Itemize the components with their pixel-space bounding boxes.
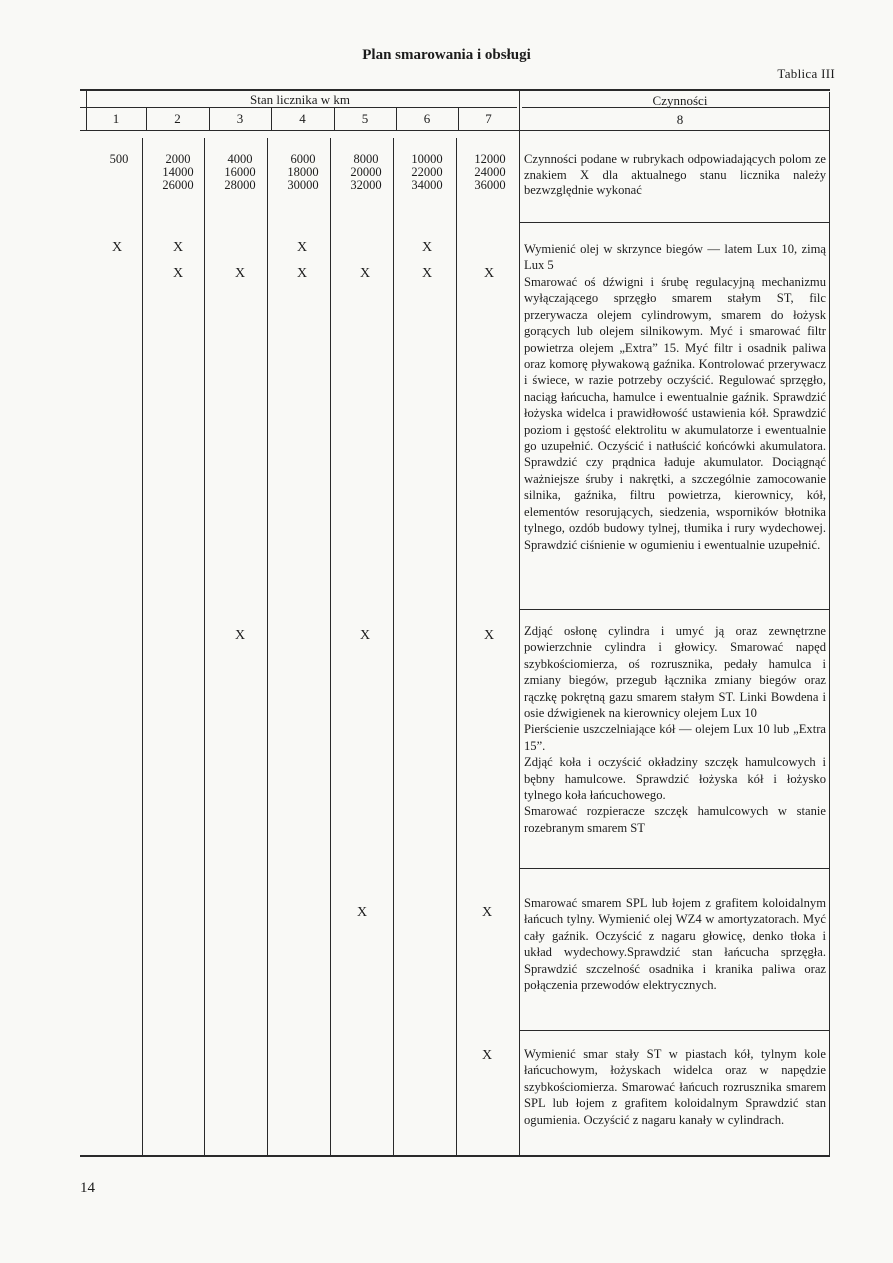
column-header-6: 6 [423,111,431,126]
column-rule-3-4 [267,138,268,1155]
task-service-hubs: Wymienić smar stały ST w piastach kół, tylnym kole łańcuchowym, łożyskach widelca oraz w napędzie szybkościomierza. Smarować łańcuch rozrusznika smarem SPL lub łojem z grafitem koloidalnym Sprawdzić stan ogumienia. Oczyścić z nagaru kanały w cylindrach. [524,1047,826,1127]
x-mark: X [359,628,371,643]
column-rule-4-5 [330,138,331,1155]
x-mark: X [481,1048,493,1063]
column-rule-1-2 [142,138,143,1155]
column-rule-7-8 [519,89,520,1155]
column-header-5: 5 [361,111,369,126]
mileage-col-7: 12000 24000 36000 [474,152,506,192]
task-service-chain: Smarować smarem SPL lub łojem z grafitem koloidalnym łańcuch tylny. Wymienić olej WZ4 w amortyzatorach. Myć cały gaźnik. Oczyścić z nagaru głowicę, denko tłoka i układ wydechowy.Sprawdzić stan łańcucha sprzęgła. Sprawdzić szczelność osadnika i kranika paliwa oraz połączenia przewodów elektrycznych. [524,896,826,993]
x-mark: X [111,240,123,255]
header-activities-group: Czynności [652,93,708,108]
x-mark: X [421,240,433,255]
x-mark: X [483,266,495,281]
mileage-note: Czynności podane w rubrykach odpowiadających polom ze znakiem X dla aktualnego stanu licznika należy bezwzględnie wykonać [524,152,826,197]
x-mark: X [296,266,308,281]
page-title: Plan smarowania i obsługi [362,47,531,63]
column-header-3: 3 [236,111,244,126]
task-service-cylinder: Zdjąć osłonę cylindra i umyć ją oraz zewnętrzne powierzchnie cylindra i głowicy. Smarować napęd szybkościomierza, oś rozrusznika, pedały hamulca i zmiany biegów, przegub łącznika zmiany biegów oraz rączkę pokrętną gazu smarem stałym ST. Linki Bowdena i osie dźwigienek na kierownicy olejem Lux 10 Pierścienie uszczelniające kół — olejem Lux 10 lub „Extra 15”. Zdjąć koła i oczyścić okładziny szczęk hamulcowych i bębny hamulcowe. Sprawdzić łożyska kół i łożysko tylnego koła łańcuchowego. Smarować rozpieracze szczęk hamulcowych w stanie rozebranym smarem ST [524,624,826,835]
column-rule-6-7 [456,138,457,1155]
x-mark: X [356,905,368,920]
x-mark: X [483,628,495,643]
mileage-col-4: 6000 18000 30000 [287,152,319,192]
column-header-1: 1 [112,111,120,126]
description-separator [519,222,830,223]
column-rule-5-6 [393,138,394,1155]
table-label: Tablica III [777,66,835,81]
x-mark: X [234,628,246,643]
x-mark: X [234,266,246,281]
mileage-col-2: 2000 14000 26000 [162,152,194,192]
column-header-8: 8 [676,112,684,127]
x-mark: X [296,240,308,255]
mileage-col-1: 500 [109,152,129,166]
table-right-border [829,92,830,1155]
column-header-4: 4 [299,111,306,126]
page-number: 14 [80,1180,95,1196]
description-separator [519,1030,830,1031]
x-mark: X [421,266,433,281]
x-mark: X [359,266,371,281]
description-separator [519,868,830,869]
x-mark: X [172,266,184,281]
x-mark: X [172,240,184,255]
description-separator [519,609,830,610]
column-header-7: 7 [485,111,492,126]
header-mileage-group: Stan licznika w km [249,92,350,107]
column-rule-2-3 [204,138,205,1155]
table-top-rule [80,89,830,91]
mileage-col-3: 4000 16000 28000 [224,152,256,192]
mileage-col-6: 10000 22000 34000 [411,152,443,192]
mileage-col-5: 8000 20000 32000 [350,152,382,192]
task-service-general: Smarować oś dźwigni i śrubę regulacyjną mechanizmu wyłączającego sprzęgło smarem stałym ST, filc przerywacza olejem cylindrowym, smarem do łożysk gorących lub olejem silnikowym. Myć i smarować filtr powietrza olejem „Extra” 15. Myć filtr i osadnik paliwa oraz komorę pływakową gaźnika. Kontrolować przerywacz i świece, w razie potrzeby oczyścić. Regulować sprzęgło, naciąg łańcucha, hamulce i ewentualnie gaźnik. Sprawdzić łożyska widelca i prawidłowość ustawienia kół. Sprawdzić poziom i gęstość elektrolitu w akumulatorze i ewentualnie go uzupełnić. Oczyścić i natłuścić końcówki akumulatora. Sprawdzić czy prądnica ładuje akumulator. Dociągnąć ważniejsze śruby i nakrętki, a szczególnie zamocowanie silnika, gaźnika, filtru powietrza, kierownicy, kół, elementów resorujących, siedzenia, wsporników błotnika tylnego, ozdób budowy tylnej, tłumika i rury wydechowej. Sprawdzić ciśnienie w ogumieniu i ewentualnie uzupełnić. [524,275,826,552]
x-mark: X [481,905,493,920]
table-bottom-rule [80,1155,830,1157]
column-header-2: 2 [174,111,181,126]
header-bottom-rule [80,130,830,131]
task-gearbox-oil: Wymienić olej w skrzynce biegów — latem Lux 10, zimą Lux 5 [524,242,826,273]
